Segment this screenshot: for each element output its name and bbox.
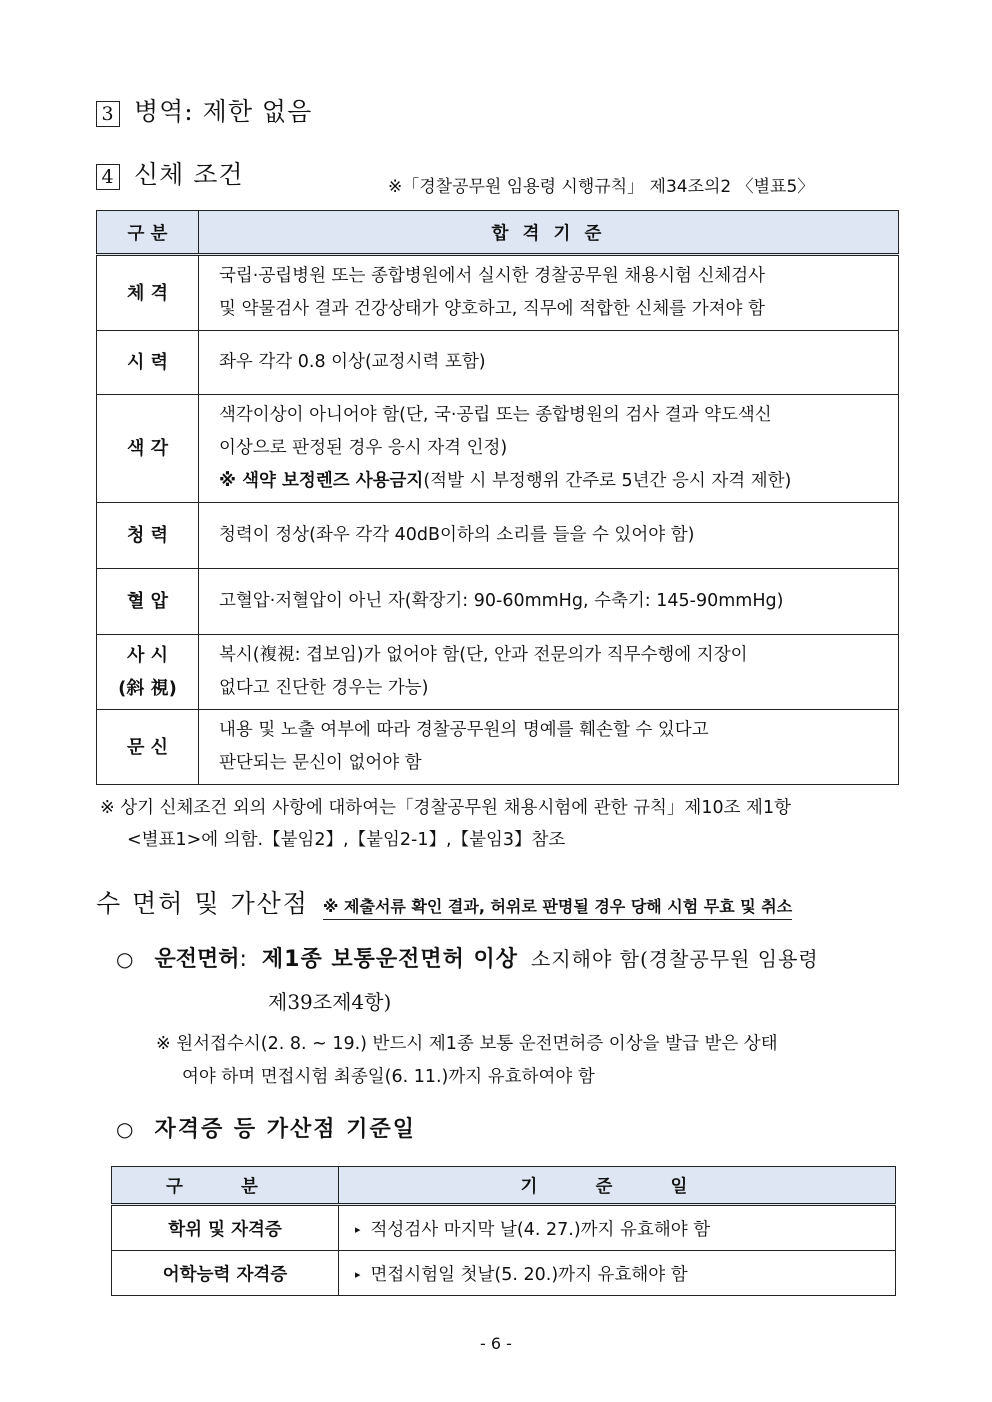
table-footnote bbox=[100, 792, 791, 856]
footnote-line: ※ 상기 신체조건 외의 사항에 대하여는「경찰공무원 채용시험에 관한 규칙」제10조 제1항 bbox=[100, 798, 791, 818]
table-header-row bbox=[112, 1167, 896, 1205]
footnote-line: <별표1>에 의함.【붙임2】,【붙임2-1】,【붙임3】참조 bbox=[127, 830, 566, 850]
note-rest: (적발 시 부정행위 간주로 5년간 응시 자격 제한) bbox=[423, 471, 792, 491]
table-row bbox=[97, 255, 899, 331]
row-criteria bbox=[199, 710, 899, 785]
driver-license-bullet bbox=[116, 942, 898, 973]
row-date-text: 면접시험일 첫날(5. 20.)까지 유효해야 함 bbox=[370, 1264, 688, 1285]
row-date-text: 적성검사 마지막 날(4. 27.)까지 유효해야 함 bbox=[370, 1219, 711, 1240]
note-bold: ※ 색약 보정렌즈 사용금지 bbox=[219, 471, 424, 491]
criteria-line: 국립·공립병원 또는 종합병원에서 실시한 경찰공무원 채용시험 신체검사 bbox=[219, 266, 766, 286]
section-number-box: 3 bbox=[96, 101, 120, 127]
category-label: 사 시 bbox=[126, 645, 169, 666]
row-date bbox=[339, 1205, 896, 1251]
header-category: 구 분 bbox=[112, 1167, 339, 1205]
license-note bbox=[156, 1028, 898, 1094]
bonus-date-bullet bbox=[116, 1112, 416, 1143]
row-category: 색 각 bbox=[97, 395, 199, 503]
row-category bbox=[97, 635, 199, 710]
criteria-line: 고혈압·저혈압이 아닌 자(확장기: 90-60mmHg, 수축기: 145-90mmHg) bbox=[219, 591, 784, 611]
regulation-reference: ※「경찰공무원 임용령 시행규칙」 제34조의2 〈별표5〉 bbox=[388, 177, 815, 197]
cert-date-table bbox=[111, 1166, 896, 1296]
license-section-title: 수 면허 및 가산점 bbox=[96, 889, 309, 918]
license-legal-basis: 제39조제4항) bbox=[268, 990, 392, 1014]
row-category: 체 격 bbox=[97, 255, 199, 331]
criteria-line: 내용 및 노출 여부에 따라 경찰공무원의 명예를 훼손할 수 있다고 bbox=[219, 720, 709, 740]
row-category: 어학능력 자격증 bbox=[112, 1251, 339, 1296]
section-3-title: 병역: 제한 없음 bbox=[134, 97, 313, 126]
license-section-note: ※ 제출서류 확인 결과, 허위로 판명될 경우 당해 시험 무효 및 취소 bbox=[323, 894, 792, 920]
row-category: 문 신 bbox=[97, 710, 199, 785]
criteria-note bbox=[219, 465, 888, 498]
table-row bbox=[97, 569, 899, 635]
row-category: 학위 및 자격증 bbox=[112, 1205, 339, 1251]
table-row bbox=[97, 503, 899, 569]
table-row bbox=[97, 331, 899, 395]
license-note-line: 여야 하며 면접시험 최종일(6. 11.)까지 유효하여야 함 bbox=[182, 1067, 595, 1087]
physical-condition-table bbox=[96, 210, 899, 785]
row-criteria bbox=[199, 635, 899, 710]
row-category: 청 력 bbox=[97, 503, 199, 569]
section-number-box: 4 bbox=[96, 164, 120, 190]
bullet-colon: : bbox=[239, 947, 247, 972]
table-header-row bbox=[97, 211, 899, 255]
section-4-heading bbox=[96, 155, 244, 191]
criteria-line: 색각이상이 아니어야 함(단, 국·공립 또는 종합병원의 검사 결과 약도색신 bbox=[219, 405, 772, 425]
criteria-line: 복시(複視: 겹보임)가 없어야 함(단, 안과 전문의가 직무수행에 지장이 bbox=[219, 645, 748, 665]
criteria-line: 및 약물검사 결과 건강상태가 양호하고, 직무에 적합한 신체를 가져야 함 bbox=[219, 299, 765, 319]
category-hanja: (斜 視) bbox=[118, 678, 177, 699]
criteria-line: 판단되는 문신이 없어야 함 bbox=[219, 753, 422, 773]
triangle-bullet-icon: ▸ bbox=[355, 1268, 361, 1281]
criteria-line: 좌우 각각 0.8 이상(교정시력 포함) bbox=[219, 352, 486, 372]
table-row bbox=[97, 635, 899, 710]
bullet-symbol: ○ bbox=[116, 947, 134, 971]
table-row bbox=[97, 395, 899, 503]
header-criteria: 합 격 기 준 bbox=[199, 211, 899, 255]
row-criteria bbox=[199, 569, 899, 635]
row-category: 혈 압 bbox=[97, 569, 199, 635]
criteria-line: 이상으로 판정된 경우 응시 자격 인정) bbox=[219, 438, 508, 458]
row-criteria bbox=[199, 503, 899, 569]
row-date bbox=[339, 1251, 896, 1296]
page-number: - 6 - bbox=[480, 1334, 512, 1353]
row-criteria bbox=[199, 395, 899, 503]
table-row bbox=[112, 1251, 896, 1296]
table-row bbox=[97, 710, 899, 785]
header-date: 기 준 일 bbox=[339, 1167, 896, 1205]
license-note-line: ※ 원서접수시(2. 8. ~ 19.) 반드시 제1종 보통 운전면허증 이상을 발급 받은 상태 bbox=[156, 1034, 778, 1054]
license-requirement: 제1종 보통운전면허 이상 bbox=[261, 947, 519, 972]
criteria-line: 청력이 정상(좌우 각각 40dB이하의 소리를 들을 수 있어야 함) bbox=[219, 525, 695, 545]
triangle-bullet-icon: ▸ bbox=[355, 1223, 361, 1236]
bullet-symbol: ○ bbox=[116, 1117, 134, 1141]
row-criteria bbox=[199, 255, 899, 331]
bullet-label: 운전면허 bbox=[154, 947, 240, 972]
section-3-heading bbox=[96, 92, 312, 128]
header-category: 구 분 bbox=[97, 211, 199, 255]
table-row bbox=[112, 1205, 896, 1251]
license-section-heading bbox=[96, 884, 792, 920]
license-requirement-rest: 소지해야 함(경찰공무원 임용령 bbox=[531, 947, 819, 971]
bonus-date-title: 자격증 등 가산점 기준일 bbox=[154, 1117, 416, 1142]
row-criteria bbox=[199, 331, 899, 395]
criteria-line: 없다고 진단한 경우는 가능) bbox=[219, 678, 429, 698]
section-4-title: 신체 조건 bbox=[134, 160, 244, 189]
row-category: 시 력 bbox=[97, 331, 199, 395]
